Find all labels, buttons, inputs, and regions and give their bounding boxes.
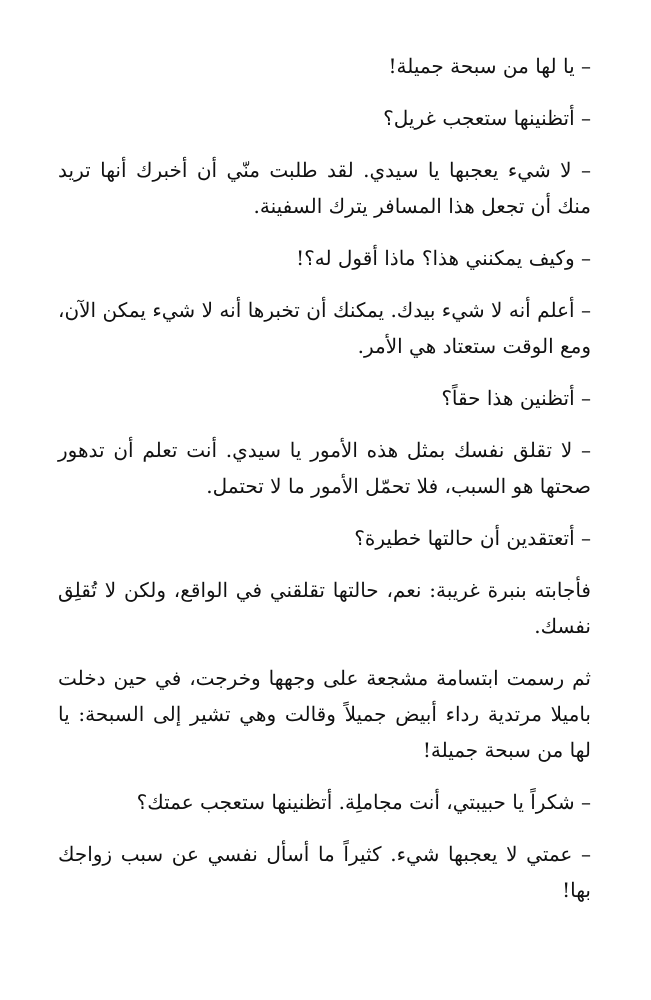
dialogue-paragraph: – أعلم أنه لا شيء بيدك. يمكنك أن تخبرها أنه لا شيء يمكن الآن، ومع الوقت ستعتاد هي الأمر. bbox=[58, 298, 591, 358]
dialogue-paragraph: – أتعتقدين أن حالتها خطيرة؟ bbox=[354, 526, 591, 550]
dialogue-paragraph: – وكيف يمكنني هذا؟ ماذا أقول له؟! bbox=[296, 246, 591, 270]
dialogue-paragraph: – شكراً يا حبيبتي، أنت مجاملِة. أتظنينها ستعجب عمتك؟ bbox=[136, 790, 591, 814]
dialogue-paragraph: – لا تقلق نفسك بمثل هذه الأمور يا سيدي. أنت تعلم أن تدهور صحتها هو السبب، فلا تحمّل الأمور ما لا تحتمل. bbox=[58, 438, 591, 498]
dialogue-paragraph: – يا لها من سبحة جميلة! bbox=[388, 54, 591, 78]
dialogue-paragraph: – لا شيء يعجبها يا سيدي. لقد طلبت منّي أن أخبرك أنها تريد منك أن تجعل هذا المسافر يترك السفينة. bbox=[58, 158, 591, 218]
dialogue-paragraph: – أتظنينها ستعجب غريل؟ bbox=[383, 106, 591, 130]
dialogue-paragraph: – أتظنين هذا حقاً؟ bbox=[441, 386, 591, 410]
narrative-paragraph: ثم رسمت ابتسامة مشجعة على وجهها وخرجت، في حين دخلت باميلا مرتدية رداء أبيض جميلاً وقالت وهي تشير إلى السبحة: يا لها من سبحة جميلة! bbox=[58, 666, 591, 762]
dialogue-paragraph: – عمتي لا يعجبها شيء. كثيراً ما أسأل نفسي عن سبب زواجك بها! bbox=[58, 842, 591, 902]
narrative-paragraph: فأجابته بنبرة غريبة: نعم، حالتها تقلقني في الواقع، ولكن لا تُقلِق نفسك. bbox=[58, 578, 591, 638]
